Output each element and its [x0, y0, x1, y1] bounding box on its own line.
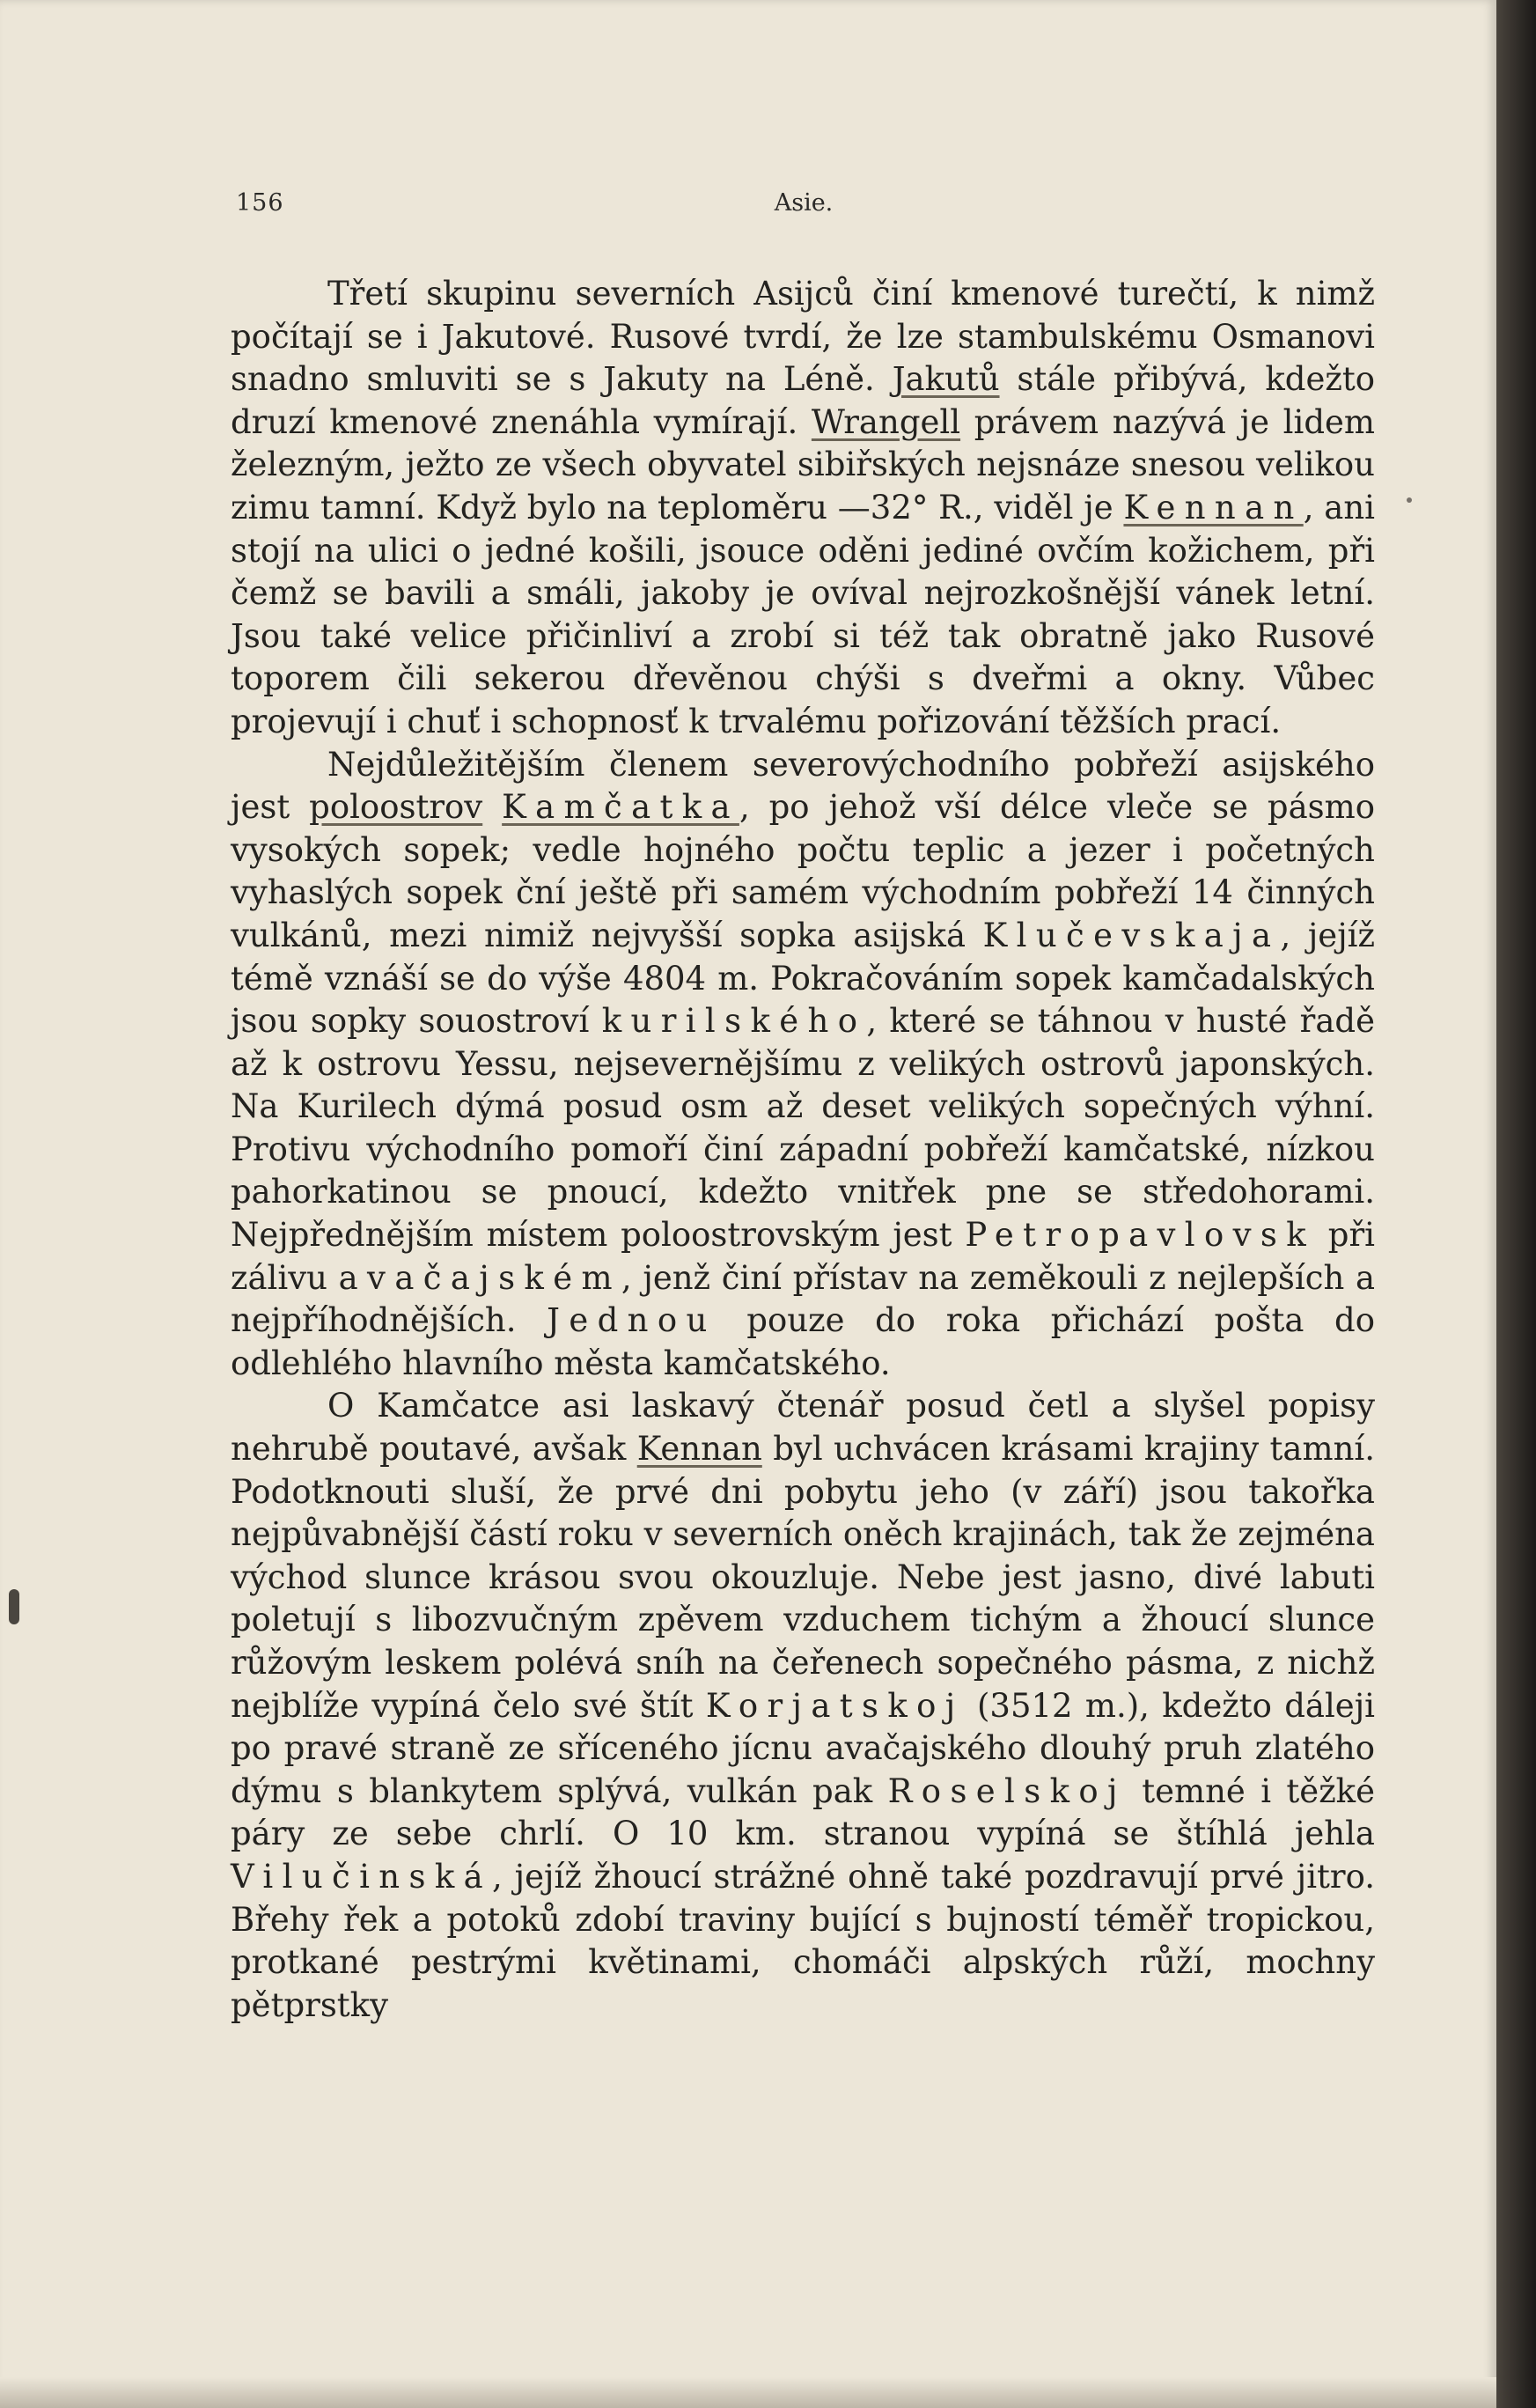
underlined-word: Jakutů — [892, 360, 1000, 399]
text-run: byl uchvácen krásami krajiny tamní. Podotknouti sluší, že prvé dni pobytu jeho (v září) jsou takořka nejpůvabnější částí roku v severních oněch krajinách, tak že zejména východ slunce krásou svou okouzluje. Nebe jest jasno, divé labuti poletují s libozvučným zpěvem vzduchem tichým a žhoucí slunce růžovým leskem polévá sníh na čeřenech sopečného pásma, z nichž nejblíže vypíná čelo své štít — [231, 1430, 1375, 1725]
spaced-name: Vilučinská — [231, 1857, 493, 1896]
text-run: , po jehož vší délce vleče se pásmo vysokých sopek; vedle hojného počtu teplic a jezer i početných vyhaslých sopek ční ještě při samém východním pobřeží 14 činných vulkánů, mezi nimiž nejvyšší sopka asijská — [231, 788, 1375, 954]
spaced-name: Kennan — [1123, 488, 1304, 527]
text-run: právem nazývá je lidem železným, ježto ze všech obyvatel sibiřských nejsnáze snesou velikou zimu tamní. Když bylo na teploměru —32° R., viděl je — [231, 402, 1376, 527]
text-run: , které se táhnou v husté řadě až k ostrovu Yessu, nejsevernějšímu z velikých ostrovů japonských. Na Kurilech dýmá posud osm až deset velikých sopečných výhní. Protivu východního pomoří činí západní pobřeží kamčatské, nízkou pahorkatinou se pnoucí, kdežto vnitřek pne se středohorami. Nejpřednějším místem poloostrovským jest — [231, 1002, 1375, 1255]
text-run: (3512 m.), kdežto dáleji po pravé straně ze sříceného jícnu avačajského dlouhý pruh zlatého dýmu s blankytem splývá, vulkán pak — [231, 1686, 1375, 1810]
text-run: , ani stojí na ulici o jedné košili, jsouce oděni jediné ovčím kožichem, při čemž se bavili a smáli, jakoby je ovíval nejrozkošnější vánek letní. Jsou také velice přičinliví a zrobí si též tak obratně jako Rusové toporem čili sekerou dřevěnou chýši s dveřmi a okny. Vůbec projevují i chuť i schopnosť k trvalému pořizování těžších prací. — [231, 488, 1375, 740]
underlined-name: Wrangell — [811, 402, 961, 441]
spaced-name: Petropavlovsk — [965, 1216, 1316, 1255]
text-run: , jenž činí přístav na zeměkouli z nejlepších a nejpříhodnějších. — [231, 1258, 1376, 1340]
margin-dot — [1407, 497, 1412, 503]
page-bottom-shadow — [0, 2377, 1496, 2408]
book-edge — [1496, 0, 1536, 2408]
underlined-word: poloostrov — [309, 788, 483, 827]
margin-ink-mark — [9, 1589, 19, 1624]
paragraph-3 — [231, 1385, 1375, 2027]
text-run: při zálivu — [231, 1216, 1376, 1297]
text-run: Třetí skupinu severních Asijců činí kmenové turečtí, k nimž počítají se i Jakutové. Rusové tvrdí, že lze stambulskému Osmanovi snadno smluviti se s Jakuty na Léně. — [231, 275, 1375, 399]
paragraph-1 — [231, 273, 1375, 744]
body-text — [231, 273, 1375, 2027]
spaced-name: Kamčatka — [502, 788, 739, 827]
spaced-name: avačajském — [338, 1258, 621, 1297]
text-run — [482, 788, 502, 826]
spaced-word: Jednou — [547, 1301, 717, 1340]
spaced-name: Roselskoj — [887, 1771, 1127, 1810]
page-number: 156 — [236, 189, 284, 217]
text-run: Nejdůležitějším členem severovýchodního pobřeží asijského jest — [231, 745, 1375, 827]
text-run: pouze do roka přichází pošta do odlehlého hlavního města kamčatského. — [231, 1301, 1375, 1382]
running-head: Asie. — [774, 189, 834, 217]
page-header — [236, 189, 1371, 225]
spaced-name: Klučevskaja — [982, 916, 1281, 954]
text-run: , jejíž témě vznáší se do výše 4804 m. Pokračováním sopek kamčadalských jsou sopky souostroví — [231, 916, 1375, 1041]
text-run: stále přibývá, kdežto druzí kmenové znenáhla vymírají. — [231, 360, 1375, 441]
text-run: , jejíž žhoucí strážné ohně také pozdravují prvé jitro. Břehy řek a potoků zdobí traviny bující s bujností téměř tropickou, protkané pestrými květinami, chomáči alpských růží, mochny pětprstky — [231, 1857, 1375, 2024]
spaced-name: Korjatskoj — [705, 1686, 965, 1725]
underlined-name: Kennan — [636, 1430, 762, 1469]
text-run: temné i těžké páry ze sebe chrlí. O 10 km. stranou vypíná se štíhlá jehla — [231, 1771, 1375, 1853]
spaced-name: kurilského — [601, 1002, 867, 1041]
text-run: O Kamčatce asi laskavý čtenář posud četl a slyšel popisy nehrubě poutavé, avšak — [231, 1387, 1375, 1469]
paragraph-2 — [231, 744, 1375, 1386]
